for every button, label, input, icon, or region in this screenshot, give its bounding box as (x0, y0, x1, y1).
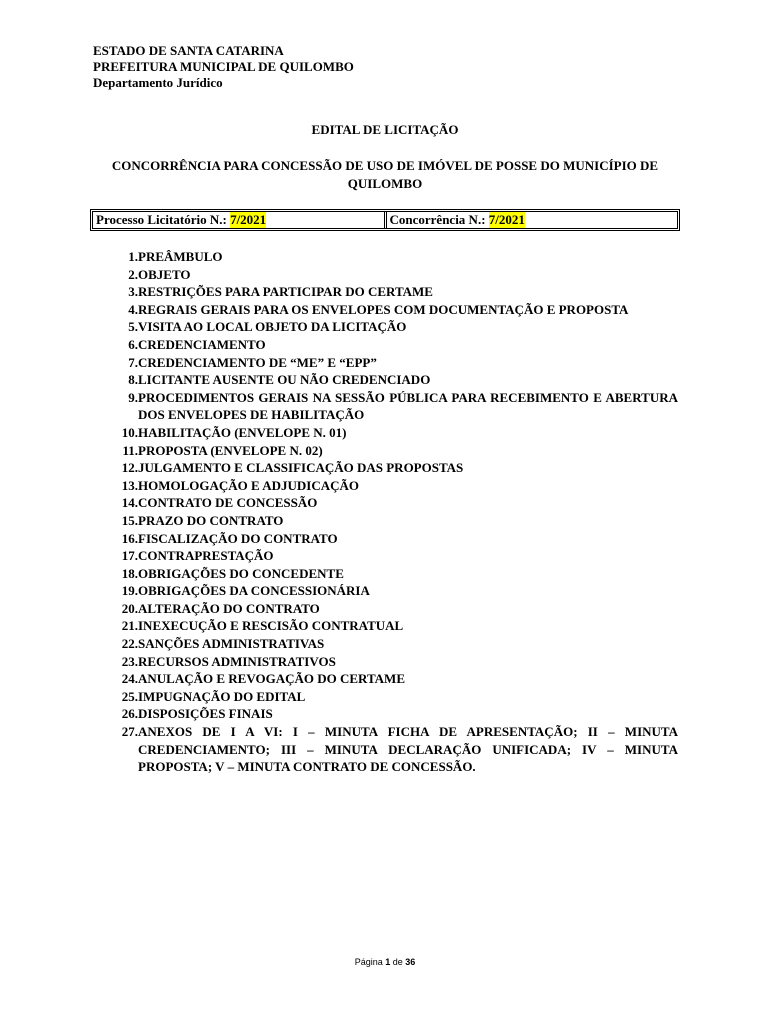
toc-item-number: 18. (121, 565, 138, 581)
toc-item-text: CREDENCIAMENTO (138, 336, 266, 352)
document-header (93, 43, 354, 91)
footer-page-total: 36 (405, 957, 416, 967)
toc-item-text: DISPOSIÇÕES FINAIS (138, 706, 273, 722)
page-footer (0, 957, 770, 967)
process-number-value: 7/2021 (230, 212, 267, 227)
toc-item-number: 6. (128, 336, 138, 352)
toc-item-number: 4. (128, 301, 138, 317)
toc-item-text: IMPUGNAÇÃO DO EDITAL (138, 688, 306, 704)
process-number-cell (93, 212, 384, 228)
document-title: EDITAL DE LICITAÇÃO (311, 122, 459, 137)
toc-item (105, 705, 678, 723)
toc-item-number: 8. (128, 372, 138, 388)
table-of-contents (105, 248, 678, 776)
footer-page-word: Página (354, 957, 383, 967)
toc-item-text: VISITA AO LOCAL OBJETO DA LICITAÇÃO (138, 319, 407, 335)
toc-item-number: 5. (128, 319, 138, 335)
toc-item-text: CREDENCIAMENTO DE “ME” E “EPP” (138, 354, 377, 370)
toc-item (105, 530, 678, 548)
toc-item-text: RECURSOS ADMINISTRATIVOS (138, 653, 336, 669)
toc-item-text: HOMOLOGAÇÃO E ADJUDICAÇÃO (138, 477, 360, 493)
toc-item (105, 248, 678, 266)
toc-item-number: 16. (121, 530, 138, 546)
toc-item-number: 9. (128, 389, 138, 405)
toc-item-text: OBRIGAÇÕES DA CONCESSIONÁRIA (138, 583, 370, 599)
toc-item-text: OBJETO (138, 266, 191, 282)
toc-item-number: 25. (121, 688, 138, 704)
footer-page-current: 1 (385, 957, 391, 967)
toc-item (105, 318, 678, 336)
process-number-label: Processo Licitatório N.: (96, 212, 227, 227)
toc-item-number: 7. (128, 354, 138, 370)
toc-item-text: FISCALIZAÇÃO DO CONTRATO (138, 530, 338, 546)
concorrencia-number-label: Concorrência N.: (389, 212, 486, 227)
document-subtitle: CONCORRÊNCIA PARA CONCESSÃO DE USO DE IMÓVEL DE POSSE DO MUNICÍPIO DE QUILOMBO (111, 158, 659, 191)
toc-item-text: PREÂMBULO (138, 249, 223, 264)
toc-item-text: LICITANTE AUSENTE OU NÃO CREDENCIADO (138, 372, 431, 388)
footer-of-word: de (392, 957, 403, 967)
toc-item-number: 13. (121, 477, 138, 493)
header-prefecture: PREFEITURA MUNICIPAL DE QUILOMBO (93, 59, 354, 74)
header-department: Departamento Jurídico (93, 75, 223, 90)
toc-item (105, 283, 678, 301)
toc-item-number: 15. (121, 512, 138, 528)
toc-item (105, 653, 678, 671)
toc-item (105, 477, 678, 495)
toc-item-text: PROCEDIMENTOS GERAIS NA SESSÃO PÚBLICA PARA RECEBIMENTO E ABERTURA DOS ENVELOPES DE HABILITAÇÃO (138, 389, 678, 423)
toc-item-number: 17. (121, 548, 138, 564)
toc-item (105, 459, 678, 477)
toc-item (105, 301, 678, 319)
toc-item-number: 23. (121, 653, 138, 669)
toc-item-number: 20. (121, 600, 138, 616)
toc-item-number: 21. (121, 618, 138, 634)
toc-item-text: INEXECUÇÃO E RESCISÃO CONTRATUAL (138, 618, 404, 634)
toc-item (105, 547, 678, 565)
toc-item (105, 371, 678, 389)
toc-item-text: CONTRAPRESTAÇÃO (138, 548, 274, 564)
toc-item-text: PROPOSTA (ENVELOPE N. 02) (138, 442, 323, 458)
toc-item (105, 635, 678, 653)
toc-item-text: ALTERAÇÃO DO CONTRATO (138, 600, 320, 616)
toc-item-number: 27. (121, 724, 138, 740)
toc-item (105, 617, 678, 635)
toc-item (105, 354, 678, 372)
toc-item (105, 442, 678, 460)
header-state: ESTADO DE SANTA CATARINA (93, 43, 284, 58)
toc-item (105, 670, 678, 688)
toc-item-text: OBRIGAÇÕES DO CONCEDENTE (138, 565, 344, 581)
toc-item-number: 10. (121, 424, 138, 440)
toc-item-text: CONTRATO DE CONCESSÃO (138, 495, 318, 511)
toc-item-number: 11. (122, 442, 138, 458)
toc-item-text: REGRAIS GERAIS PARA OS ENVELOPES COM DOCUMENTAÇÃO E PROPOSTA (138, 301, 629, 317)
toc-item-number: 14. (121, 495, 138, 511)
toc-item (105, 600, 678, 618)
process-info-table (90, 209, 680, 231)
toc-item (105, 424, 678, 442)
toc-item-text: JULGAMENTO E CLASSIFICAÇÃO DAS PROPOSTAS (138, 460, 464, 476)
toc-item-text: SANÇÕES ADMINISTRATIVAS (138, 636, 325, 652)
toc-item-text: HABILITAÇÃO (ENVELOPE N. 01) (138, 424, 347, 440)
toc-item (105, 565, 678, 583)
toc-item-number: 19. (121, 583, 138, 599)
toc-item (105, 494, 678, 512)
toc-item (105, 582, 678, 600)
toc-item (105, 512, 678, 530)
toc-item (105, 336, 678, 354)
toc-item (105, 688, 678, 706)
toc-item-number: 12. (121, 460, 138, 476)
toc-item-number: 26. (121, 706, 138, 722)
toc-item-number: 22. (121, 636, 138, 652)
toc-item-text: PRAZO DO CONTRATO (138, 512, 284, 528)
toc-item-number: 1. (128, 249, 138, 264)
toc-item-number: 3. (128, 284, 138, 300)
concorrencia-number-value: 7/2021 (488, 212, 525, 227)
toc-item-text: ANEXOS DE I A VI: I – MINUTA FICHA DE APRESENTAÇÃO; II – MINUTA CREDENCIAMENTO; III – MINUTA DECLARAÇÃO UNIFICADA; IV – MINUTA PROPOSTA; V – MINUTA CONTRATO DE CONCESSÃO. (138, 724, 678, 775)
concorrencia-number-cell (384, 212, 678, 228)
toc-item-text: RESTRIÇÕES PARA PARTICIPAR DO CERTAME (138, 284, 433, 300)
toc-item (105, 723, 678, 776)
toc-item (105, 389, 678, 424)
toc-item-number: 2. (128, 266, 138, 282)
toc-item-text: ANULAÇÃO E REVOGAÇÃO DO CERTAME (138, 671, 405, 687)
toc-item-number: 24. (121, 671, 138, 687)
toc-item (105, 266, 678, 284)
